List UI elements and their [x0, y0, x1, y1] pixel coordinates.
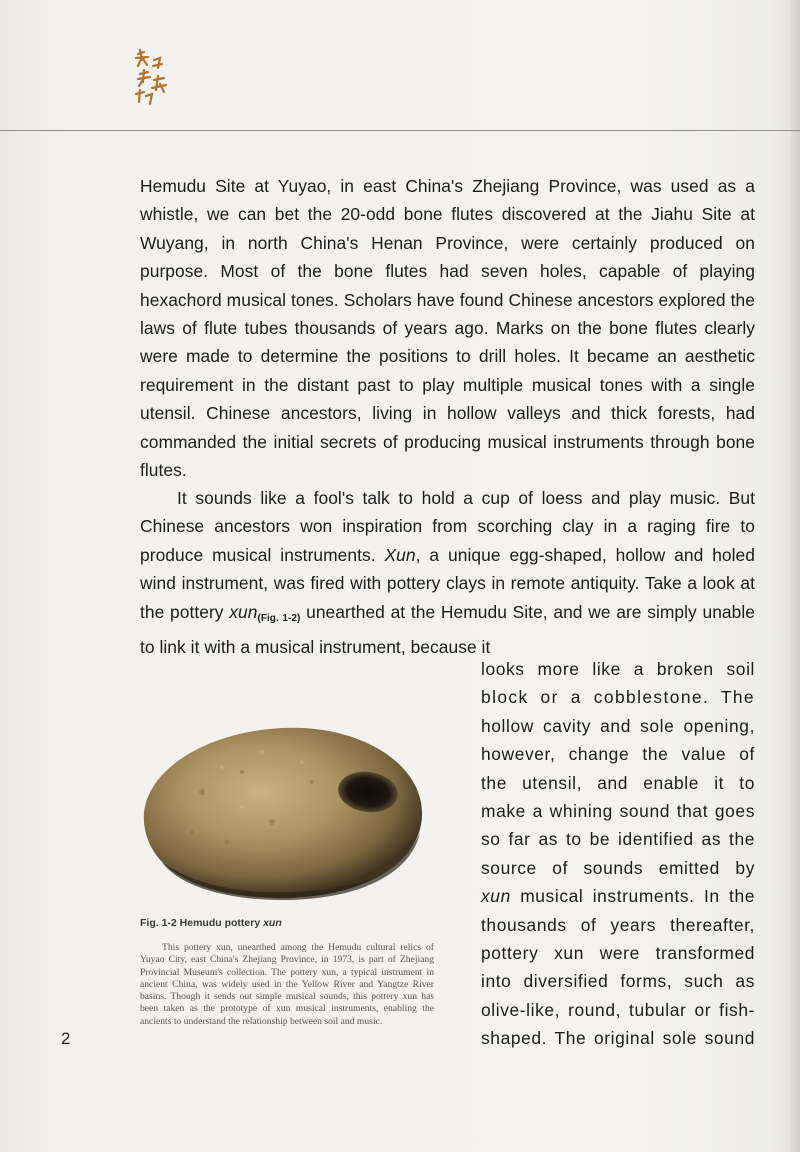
- text-line: thousands of years thereafter,: [481, 914, 755, 935]
- text-line: make a whining sound that goes: [481, 801, 755, 822]
- paragraph-bone-flutes: [140, 172, 755, 484]
- header-rule: [0, 130, 800, 131]
- right-column-text: [481, 655, 755, 1053]
- paragraph-text: Hemudu Site at Yuyao, in east China's Zhejiang Province, was used as a whistle, we can bet the 20-odd bone flutes discovered at the Jiahu Site at Wuyang, in north China's Henan Province, were certainly produced on purpose. Most of the bone flutes had seven holes, capable of playing hexachord musical tones. Scholars have found Chinese ancestors explored the laws of flute tubes thousands of years ago. Marks on the bone flutes clearly were made to determine the positions to drill holes. It became an aesthetic requirement in the distant past to play multiple musical tones with a single utensil. Chinese ancestors, living in hollow valleys and thick forests, had commanded the initial secrets of producing musical instruments through bone flutes.: [140, 176, 755, 481]
- text-line: pottery xun were transformed: [481, 943, 755, 964]
- paragraph-text: It sounds like a fool's talk to hold a cup of loess and play music. But Chinese ancestors won inspiration from scorching clay in a raging fire to produce musical instruments. Xun, a unique egg-shaped, hollow and holed wind instrument, was fired with pottery clays in remote antiquity. Take a look at the pottery xun$_{(Fig. 1-2)}$ unearthed at the Hemudu Site, and we are simply unable to link it with a musical instrument, because it: [140, 488, 756, 658]
- text-line: source of sounds emitted by: [481, 857, 755, 878]
- text-line: the utensil, and enable it to: [481, 772, 755, 793]
- paragraph-pottery-xun: [140, 484, 755, 661]
- calligraphy-mark-icon: [130, 48, 176, 108]
- page-number: 2: [61, 1029, 71, 1048]
- figure-caption-body: This pottery xun, unearthed among the Hemudu cultural relics of Yuyao City, east China's Zhejiang Province, in 1973, is part of Zhejiang Provincial Museum's collection. The pottery xun, a typical instrument in ancient China, was widely used in the Yellow River and Yangtze River basins. Though it sends out simple musical sounds, this pottery xun has been taken as the prototype of xun musical instruments, enabling the ancients to understand the relationship between soil and music.: [140, 942, 434, 1027]
- text-line: block or a cobblestone. The: [481, 687, 755, 708]
- figure-caption-title: Fig. 1-2 Hemudu pottery xun: [140, 917, 282, 929]
- text-line: shaped. The original sole sound: [481, 1028, 755, 1049]
- text-line: into diversified forms, such as: [481, 971, 755, 992]
- text-line: however, change the value of: [481, 744, 755, 765]
- text-line: xun musical instruments. In the: [481, 886, 755, 907]
- text-line: looks more like a broken soil: [481, 659, 755, 679]
- text-line: hollow cavity and sole opening,: [481, 715, 755, 736]
- pottery-xun-photo: [132, 712, 432, 908]
- page-edge-shadow: [790, 0, 800, 1152]
- figure-reference: (Fig. 1-2): [257, 612, 301, 624]
- text-line: olive-like, round, tubular or fish-: [481, 999, 755, 1020]
- text-line: so far as to be identified as the: [481, 829, 755, 850]
